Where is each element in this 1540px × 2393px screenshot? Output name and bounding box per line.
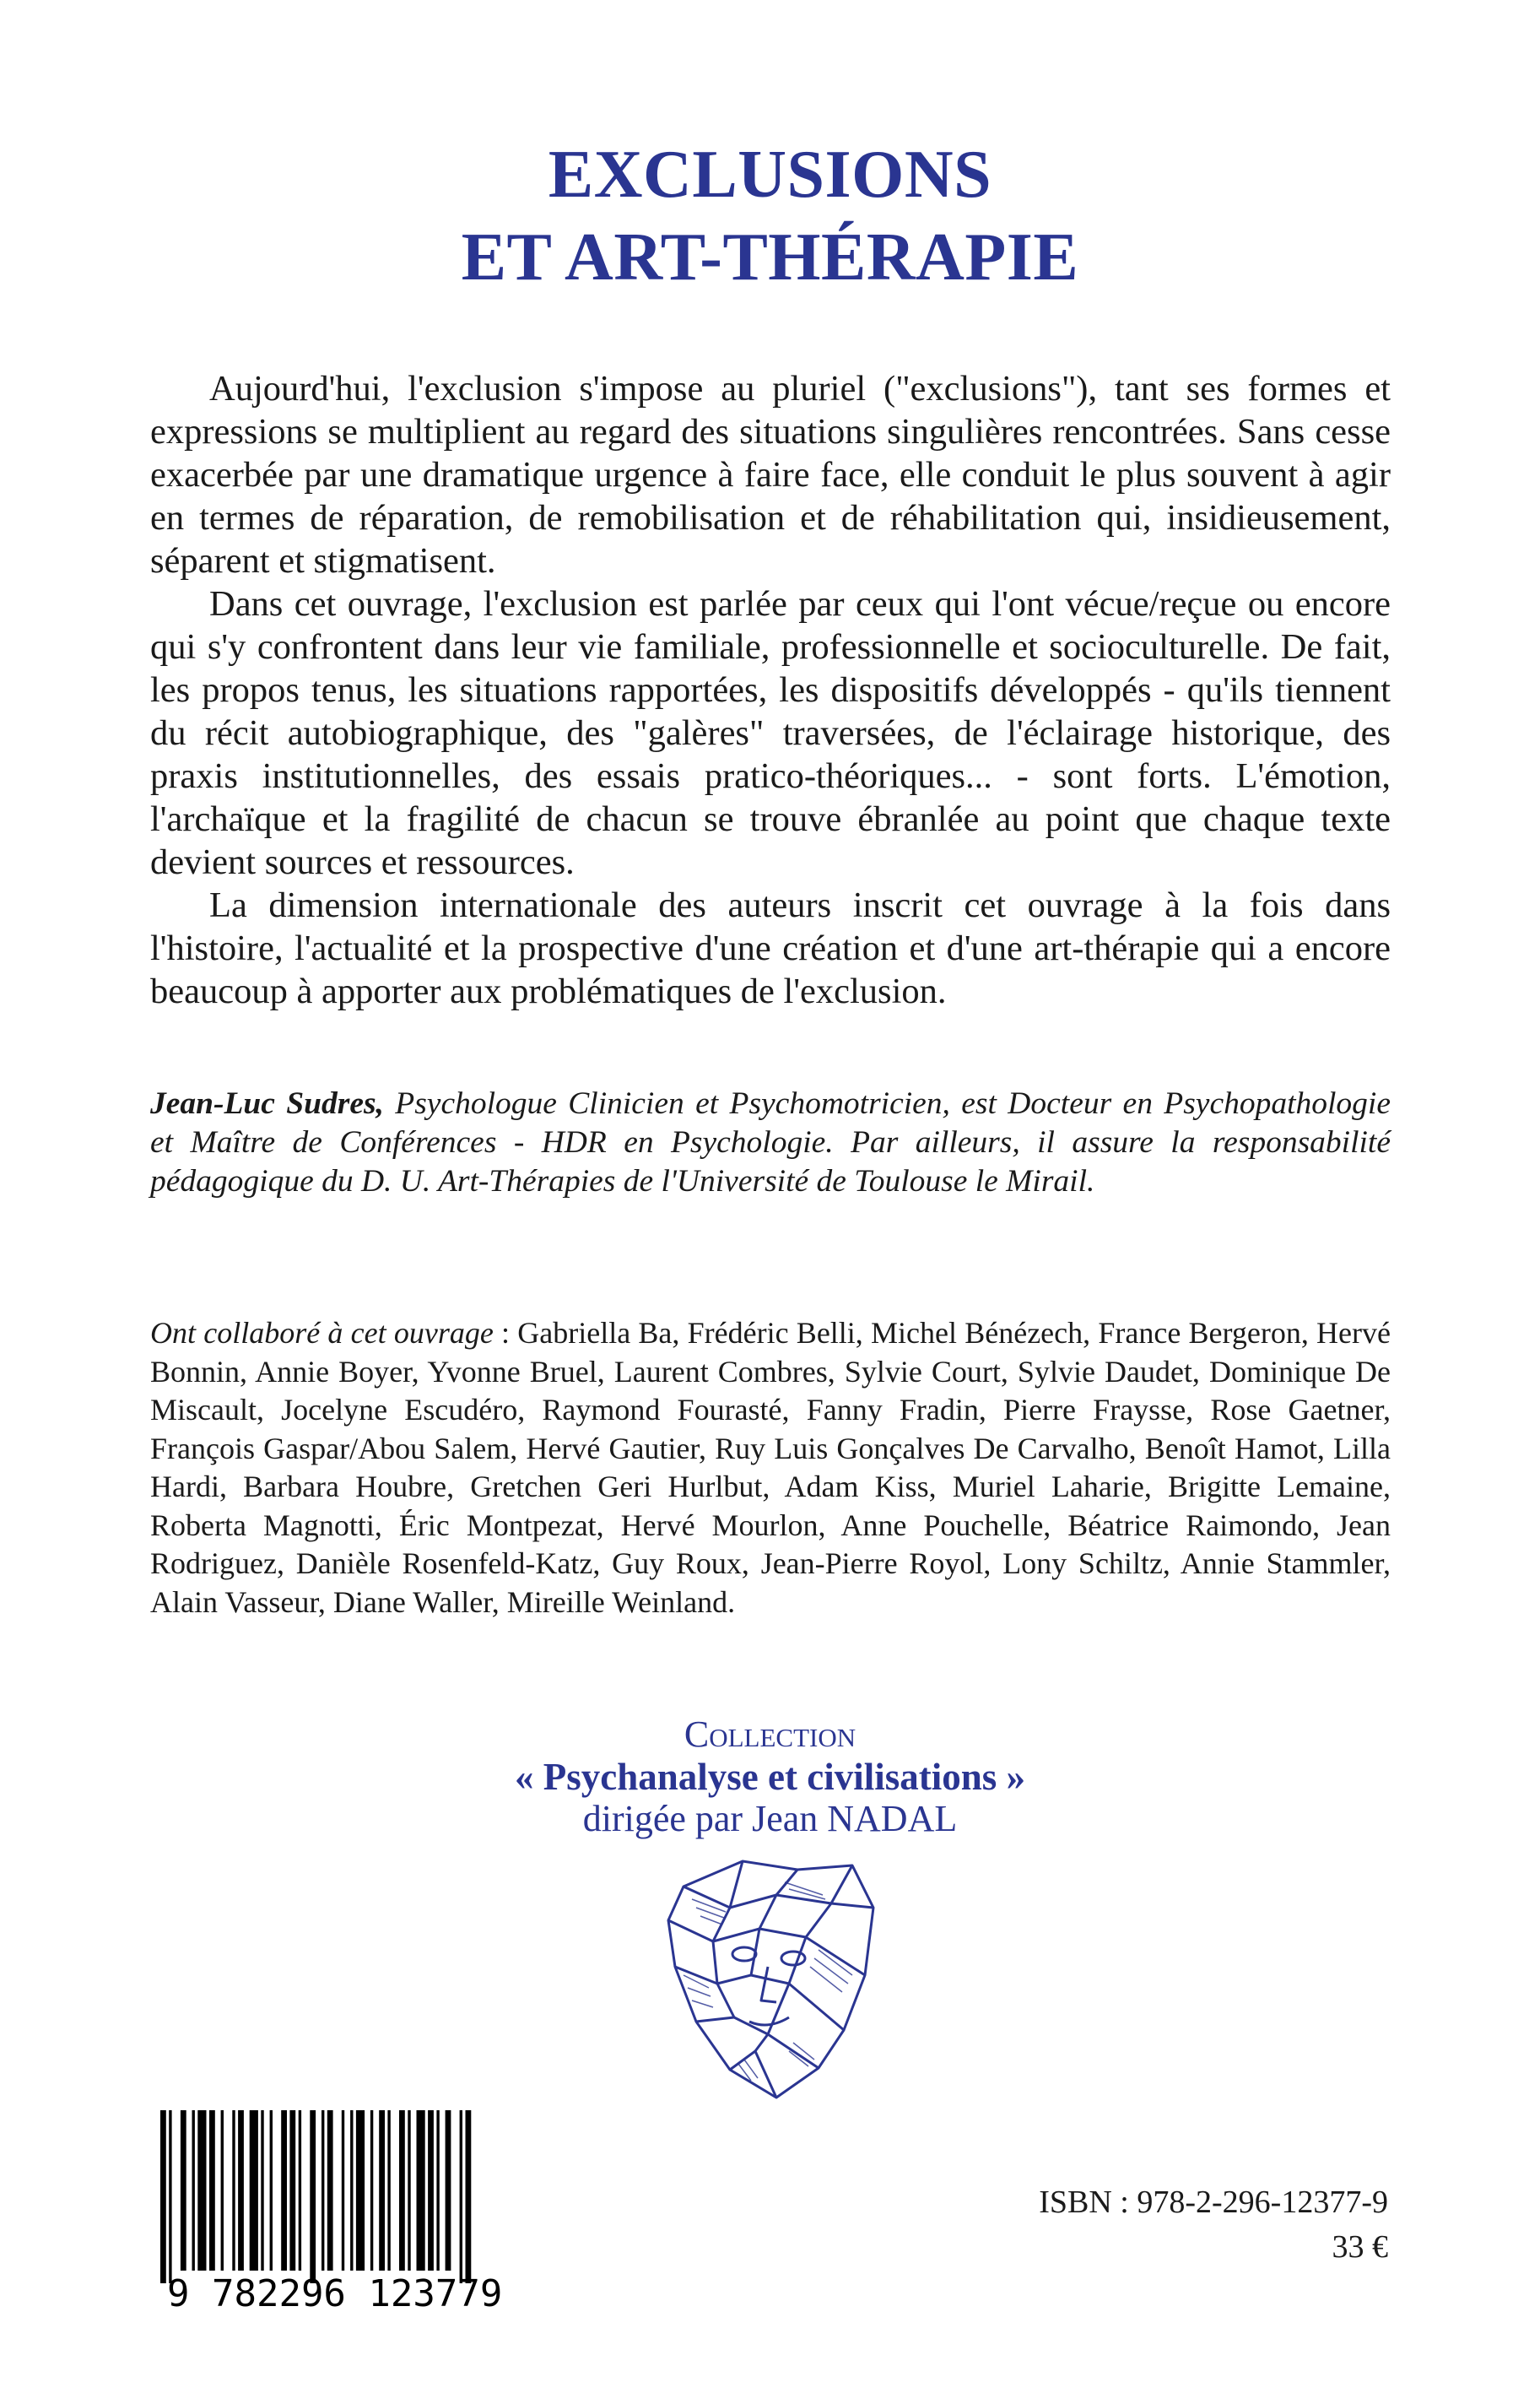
barcode-bar — [250, 2110, 258, 2271]
barcode-bar — [232, 2110, 235, 2271]
barcode-bar — [221, 2110, 224, 2271]
barcode-bar — [350, 2110, 353, 2271]
barcode-bar — [261, 2110, 263, 2271]
barcode-bar — [281, 2110, 287, 2271]
barcode-bar — [428, 2110, 434, 2271]
collection-name: « Psychanalyse et civilisations » — [515, 1756, 1025, 1798]
barcode-bar — [408, 2110, 410, 2271]
barcode-bar — [370, 2110, 373, 2271]
collection-label: Collection — [684, 1714, 856, 1755]
title-line-2: ET ART-THÉRAPIE — [461, 220, 1079, 295]
barcode-bar — [460, 2110, 462, 2283]
collaborators — [150, 1314, 1391, 1622]
barcode-digits: 9 782296 123779 — [167, 2272, 503, 2313]
barcode-bar — [270, 2110, 273, 2271]
barcode-bar — [181, 2110, 186, 2271]
barcode-bar — [466, 2110, 472, 2283]
summary-paragraph-3: La dimension internationale des auteurs inscrit cet ouvrage à la fois dans l'histoire, l'actualité et la prospective d'une création et d'une art-thérapie qui a encore beaucoup à apporter aux problématiques de l'exclusion. — [150, 885, 1391, 1011]
collection-director: dirigée par Jean NADAL — [582, 1798, 958, 1839]
title-line-1: EXCLUSIONS — [548, 138, 992, 212]
price: 33 € — [1332, 2229, 1388, 2265]
barcode-bar — [169, 2110, 171, 2283]
barcode-bar — [356, 2110, 365, 2271]
author-bio — [150, 1085, 1391, 1201]
barcode-bar — [436, 2110, 439, 2271]
barcode-bar — [327, 2110, 333, 2271]
barcode-bar — [446, 2110, 451, 2271]
barcode-bar — [299, 2110, 301, 2271]
barcode-bar — [289, 2110, 295, 2271]
barcode-bar — [417, 2110, 425, 2271]
barcode-bar — [399, 2110, 405, 2271]
barcode-bar — [387, 2110, 390, 2271]
collaborators-list: : Gabriella Ba, Frédéric Belli, Michel Bénézech, France Bergeron, Hervé Bonnin, Annie Boyer, Yvonne Bruel, Laurent Combres, Sylvie Court, Sylvie Daudet, Dominique De Miscault, Jocelyne Escudéro, Raymond Fourasté, Fanny Fradin, Pierre Fraysse, Rose Gaetner, François Gaspar/Abou Salem, Hervé Gautier, Ruy Luis Gonçalves De Carvalho, Benoît Hamot, Lilla Hardi, Barbara Houbre, Gretchen Geri Hurlbut, Adam Kiss, Muriel Laharie, Brigitte Lemaine, Roberta Magnotti, Éric Montpezat, Hervé Mourlon, Anne Pouchelle, Béatrice Raimondo, Jean Rodriguez, Danièle Rosenfeld-Katz, Guy Roux, Jean-Pierre Royol, Lony Schiltz, Annie Stammler, Alain Vasseur, Diane Waller, Mireille Weinland. — [150, 1316, 1391, 1619]
summary-paragraph-2: Dans cet ouvrage, l'exclusion est parlée par ceux qui l'ont vécue/reçue ou encore qui s'y confrontent dans leur vie familiale, professionnelle et socioculturelle. De fait, les propos tenus, les situations rapportées, les dispositifs développés - qu'ils tiennent du récit autobiographique, des "galères" traversées, de l'éclairage historique, des praxis institutionnelles, des essais pratico-théoriques... - sont forts. L'émotion, l'archaïque et la fragilité de chacun se trouve ébranlée au point que chaque texte devient sources et ressources. — [150, 584, 1391, 882]
book-title — [0, 133, 1540, 299]
cubist-face-shield-icon — [650, 1849, 886, 2106]
summary-paragraph-1: Aujourd'hui, l'exclusion s'impose au pluriel ("exclusions"), tant ses formes et expressions se multiplient au regard des situations singulières rencontrées. Sans cesse exacerbée par une dramatique urgence à faire face, elle conduit le plus souvent à agir en termes de réparation, de remobilisation et de réhabilitation qui, insidieusement, séparent et stigmatisent. — [150, 369, 1391, 581]
summary-text — [150, 367, 1391, 1013]
author-name: Jean-Luc Sudres, — [150, 1086, 384, 1121]
collection-block — [0, 1714, 1540, 1840]
barcode-bar — [209, 2110, 215, 2271]
barcode-bar — [322, 2110, 324, 2271]
barcode-bar — [379, 2110, 385, 2271]
barcode-bar — [197, 2110, 206, 2271]
author-description: Psychologue Clinicien et Psychomotricien, est Docteur en Psychopathologie et Maître de Conférences - HDR en Psychologie. Par ailleurs, il assure la responsabilité pédagogique du D. U. Art-Thérapies de l'Université de Toulouse le Mirail. — [150, 1086, 1391, 1199]
barcode-bar — [342, 2110, 344, 2271]
isbn: ISBN : 978-2-296-12377-9 — [1039, 2185, 1388, 2220]
collaborators-intro: Ont collaboré à cet ouvrage — [150, 1316, 494, 1350]
barcode-bar — [238, 2110, 244, 2271]
barcode-bar — [160, 2110, 166, 2283]
barcode-bar — [192, 2110, 195, 2271]
barcode-bar — [310, 2110, 316, 2283]
barcode — [135, 2110, 523, 2313]
